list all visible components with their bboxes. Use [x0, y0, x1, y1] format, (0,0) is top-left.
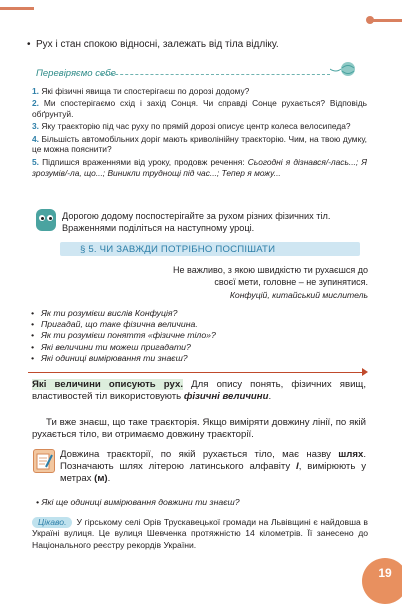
- unit-metre: (м): [94, 473, 108, 485]
- bullet-icon: •: [27, 39, 31, 50]
- fact-label: Цікаво.: [32, 517, 72, 528]
- review-question: • Які одиниці вимірювання ти знаєш?: [31, 353, 331, 364]
- page-number: 19: [378, 566, 392, 580]
- section-divider: [28, 372, 364, 373]
- summary-bullet: [27, 38, 366, 52]
- check-question-3: 3. Яку траєкторію під час руху по прямій дорозі описує центр колеса велосипеда?: [32, 121, 351, 132]
- review-question: • Як ти розумієш поняття «фізичне тіло»?: [31, 330, 331, 341]
- paragraph-highlight: Які величини описують рух.: [32, 379, 183, 390]
- check-question-4: 4. Більшість автомобільних доріг мають криволінійну траєкторію. Чим, на твою думку, це можна пояснити?: [32, 133, 368, 155]
- owl-icon: [36, 209, 56, 231]
- paragraph-trajectory: Ти вже знаєш, що таке траєкторія. Якщо виміряти довжину лінії, по якій рухається тіло, ви отримаємо довжину траєкторії.: [32, 417, 366, 441]
- review-questions-list: [31, 308, 331, 364]
- summary-bullet-text: Рух і стан спокою відносні, залежать від тіла відліку.: [36, 39, 279, 50]
- term-physical-quantities: фізичні величини: [183, 391, 269, 403]
- symbol-l: l: [296, 461, 299, 473]
- epigraph-author: Конфуцій, китайський мислитель: [229, 290, 368, 300]
- check-title-divider: [100, 74, 330, 76]
- top-rule-dot: [366, 16, 374, 24]
- pencil-notebook-icon: [33, 449, 55, 473]
- term-path: шлях: [338, 449, 364, 460]
- interesting-fact: [32, 517, 368, 551]
- page-number-badge: [362, 558, 402, 604]
- yarn-ball-icon: [330, 60, 356, 78]
- check-question-5: 5. Підпишся враженнями від уроку, продовж речення: Сьогодні я дізнався/-лась...; Я зрозумів/-ла, що...; Виникли труднощі під час...; Тепер я можу...: [32, 156, 368, 178]
- epigraph-quote: Не важливо, з якою швидкістю ти рухаєшся до своєї мети, головне – не зупинятися.: [173, 265, 368, 287]
- fact-text: У гірському селі Орів Трускавецької громади на Львівщині є найдовша в Україні вулиця. Це вулиця Шевченка протяжністю 14 кілометрів. Її занесено до Національного реєстру рекордів України.: [32, 517, 368, 550]
- top-rule-left: [0, 7, 34, 10]
- check-question-2: 2. Ми спостерігаємо схід і захід Сонця. Чи справді Сонце рухається? Відповідь обґрунтуй.: [32, 98, 367, 120]
- review-question: • Як ти розумієш вислів Конфуція?: [31, 308, 331, 319]
- divider-arrow-icon: [362, 368, 368, 376]
- definition-question: • Які ще одиниці вимірювання довжини ти знаєш?: [36, 497, 240, 507]
- top-rule-right: [370, 19, 402, 22]
- check-questions-list: [32, 86, 367, 180]
- check-question-1: 1. Які фізичні явища ти спостерігаєш по дорозі додому?: [32, 86, 250, 96]
- review-question: • Які величини ти можеш пригадати?: [31, 342, 331, 353]
- homework-task-text: Дорогою додому поспостерігайте за рухом різних фізичних тіл. Враженнями поділіться на наступному уроці.: [62, 211, 331, 233]
- paragraph-quantities: Які величини описують рух. Для опису понять, фізичних явищ, властивостей тіл використовують фізичні величини.: [32, 379, 366, 403]
- review-question: • Пригадай, що таке фізична величина.: [31, 319, 331, 330]
- definition-path: Довжина траєкторії, по якій рухається тіло, має назву шлях. Позначають шлях літерою латинського алфавіту l, вимірюють у метрах (м).: [60, 449, 366, 485]
- check-yourself-title: Перевіряємо себе: [36, 68, 116, 79]
- section-title: § 5. ЧИ ЗАВЖДИ ПОТРІБНО ПОСПІШАТИ: [80, 244, 276, 255]
